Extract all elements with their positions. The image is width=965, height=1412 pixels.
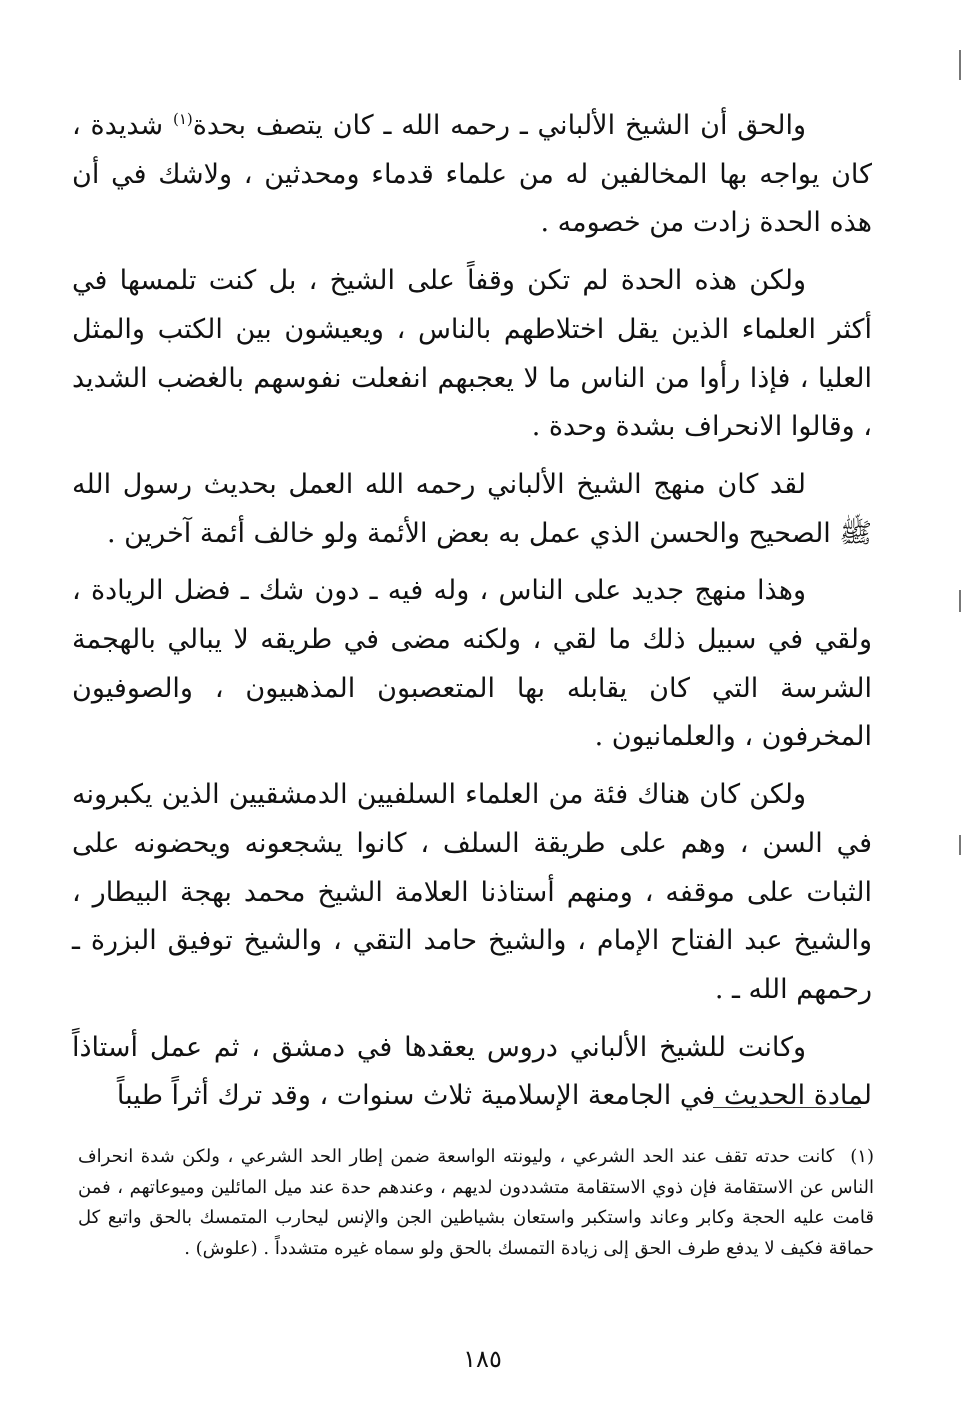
paragraph-1 [72, 102, 872, 248]
scan-edge-mark [959, 835, 961, 855]
paragraph-5: ولكن كان هناك فئة من العلماء السلفيين الدمشقيين الذين يكبرونه في السن ، وهم على طريقة السلف ، كانوا يشجعونه ويحضونه على الثبات على موقفه ، ومنهم أستاذنا العلامة الشيخ محمد بهجة البيطار ، والشيخ عبد الفتاح الإمام ، والشيخ حامد التقي ، والشيخ توفيق البزرة ـ رحمهم الله ـ . [72, 779, 872, 1005]
footnote-marker: (١) [850, 1146, 874, 1167]
footnote-text: كانت حدته تقف عند الحد الشرعي ، وليونته الواسعة ضمن إطار الحد الشرعي ، ولكن شدة انحراف الناس عن الاستقامة فإن ذوي الاستقامة متشددون لديهم ، وعندهم حدة عند ميل المائلين وميوعاتهم ، فمن قامت عليه الحجة وكابر وعاند واستكبر واستعان بشياطين الجن والإنس ليحارب المتمسك بالحق واتبع كل حماقة فكيف لا يدفع طرف الحق إلى زيادة التمسك بالحق ولو سماه غيره متشدداً . (علوش) . [78, 1146, 874, 1259]
footnote-divider [713, 1107, 861, 1108]
scan-edge-mark [959, 590, 961, 612]
paragraph-6: وكانت للشيخ الألباني دروس يعقدها في دمشق ، ثم عمل أستاذاً لمادة الحديث في الجامعة الإسلامية ثلاث سنوات ، وقد ترك أثراً طيباً [72, 1031, 872, 1112]
paragraph-1-head: والحق أن الشيخ الألباني ـ رحمه الله ـ كان يتصف بحدة [192, 110, 806, 141]
paragraph-4: وهذا منهج جديد على الناس ، وله فيه ـ دون شك ـ فضل الريادة ، ولقي في سبيل ذلك ما لقي ، ولكنه مضى في طريقه لا يبالي بالهجمة الشرسة التي كان يقابله بها المتعصبون المذهبيون ، والصوفيون المخرفون ، والعلمانيون . [72, 575, 872, 753]
main-text [72, 102, 872, 1130]
scan-edge-mark [959, 50, 961, 80]
paragraph-3: لقد كان منهج الشيخ الألباني رحمه الله العمل بحديث رسول الله ﷺ الصحيح والحسن الذي عمل به بعض الأئمة ولو خالف أئمة آخرين . [72, 468, 872, 549]
footnote-reference: (١) [173, 110, 193, 128]
paragraph-2: ولكن هذه الحدة لم تكن وقفاً على الشيخ ، بل كنت تلمسها في أكثر العلماء الذين يقل اختلاطهم بالناس ، ويعيشون بين الكتب والمثل العليا ، فإذا رأوا من الناس ما لا يعجبهم انفعلت نفوسهم بالغضب الشديد ، وقالوا الانحراف بشدة وحدة . [72, 265, 872, 443]
page-number: ١٨٥ [463, 1345, 502, 1373]
paragraph-1-tail: شديدة ، كان يواجه بها المخالفين له من علماء قدماء ومحدثين ، ولاشك في أن هذه الحدة زادت من خصومه . [72, 110, 872, 239]
footnote [78, 1142, 874, 1264]
